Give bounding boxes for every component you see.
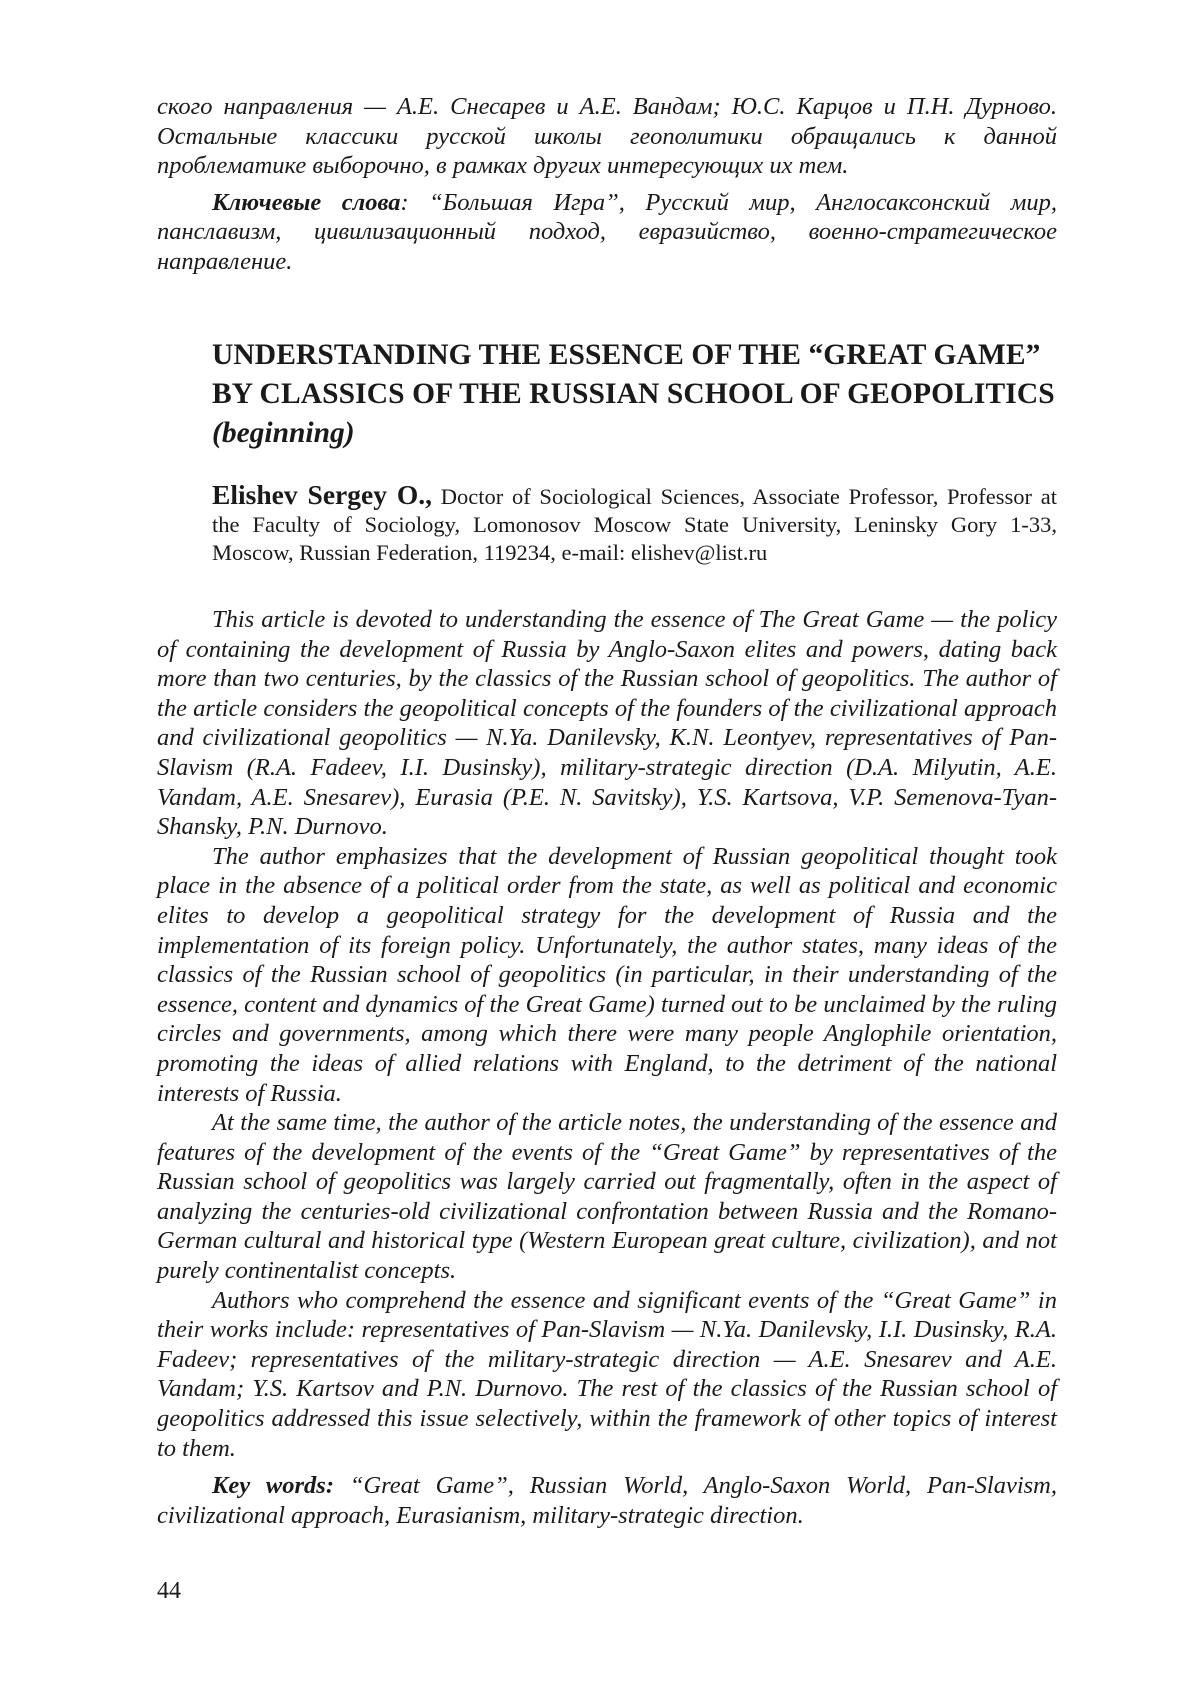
en-abstract-paragraph-2: The author emphasizes that the development of Russian geopolitical thought took place in the absence of a political order from the state, as well as political and economic elites to develop a geopolitical strategy for the development of Russia and the implementation of its foreign policy. Unfortunately, the author states, many ideas of the classics of the Russian school of geopolitics (in particular, in their understanding of the essence, content and dynamics of the Great Game) turned out to be unclaimed by the ruling circles and governments, among which there were many people Anglophile orientation, promoting the ideas of allied relations with England, to the detriment of the national interests of Russia. bbox=[157, 842, 1057, 1108]
ru-abstract-text: ского направления — А.Е. Снесарев и А.Е. Вандам; Ю.С. Карцов и П.Н. Дурново. Остальные классики русской школы геополитики обращались к данной проблематике выборочно, в рамках других интересующих их тем. bbox=[157, 93, 1057, 179]
en-abstract-paragraph-1: This article is devoted to understanding the essence of The Great Game — the policy of containing the development of Russia by Anglo-Saxon elites and powers, dating back more than two centuries, by the classics of the Russian school of geopolitics. The author of the article considers the geopolitical concepts of the founders of the civilizational approach and civilizational geopolitics — N.Ya. Danilevsky, K.N. Leontyev, representatives of Pan-Slavism (R.A. Fadeev, I.I. Dusinsky), military-strategic direction (D.A. Milyutin, A.E. Vandam, A.E. Snesarev), Eurasia (P.E. N. Savitsky), Y.S. Kartsova, V.P. Semenova-Tyan-Shansky, P.N. Durnovo. bbox=[157, 605, 1057, 842]
author-name: Elishev Sergey O., bbox=[212, 479, 432, 510]
title-line-2: BY CLASSICS OF THE RUSSIAN SCHOOL OF GEOPOLITICS bbox=[212, 375, 1057, 414]
page-number: 44 bbox=[157, 1578, 181, 1605]
ru-keywords-text: : “Большая Игра”, Русский мир, Англосаксонский мир, панславизм, цивилизационный подход, евразийство, военно-стратегическое направление. bbox=[157, 189, 1057, 275]
en-abstract-paragraph-3: At the same time, the author of the article notes, the understanding of the essence and features of the development of the events of the “Great Game” by representatives of the Russian school of geopolitics was largely carried out fragmentally, often in the aspect of analyzing the centuries-old civilizational confrontation between Russia and the Romano-German cultural and historical type (Western European great culture, civilization), and not purely continentalist concepts. bbox=[157, 1108, 1057, 1286]
page-content bbox=[157, 92, 1057, 1530]
en-abstract bbox=[157, 605, 1057, 1463]
title-line-1: UNDERSTANDING THE ESSENCE OF THE “GREAT GAME” bbox=[212, 336, 1057, 375]
author-info bbox=[212, 481, 1057, 567]
ru-keywords-label: Ключевые слова bbox=[212, 189, 401, 216]
en-keywords-label: Key words: bbox=[212, 1472, 334, 1499]
en-abstract-paragraph-4: Authors who comprehend the essence and significant events of the “Great Game” in their works include: representatives of Pan-Slavism — N.Ya. Danilevsky, I.I. Dusinsky, R.A. Fadeev; representatives of the military-strategic direction — A.E. Snesarev and A.E. Vandam; Y.S. Kartsov and P.N. Durnovo. The rest of the classics of the Russian school of geopolitics addressed this issue selectively, within the framework of other topics of interest to them. bbox=[157, 1286, 1057, 1464]
author-details: Doctor of Sociological Sciences, Associate Professor, Professor at the Faculty of Sociology, Lomonosov Moscow State University, Leninsky Gory 1-33, Moscow, Russian Federation, 119234, e-mail: elishev@list.ru bbox=[212, 484, 1057, 565]
ru-abstract-end bbox=[157, 92, 1057, 181]
title-subtitle: (beginning) bbox=[212, 414, 1057, 453]
en-keywords bbox=[157, 1471, 1057, 1530]
en-keywords-text: “Great Game”, Russian World, Anglo-Saxon World, Pan-Slavism, civilizational approach, Eurasianism, military-strategic direction. bbox=[157, 1472, 1057, 1529]
ru-keywords bbox=[157, 188, 1057, 277]
article-title bbox=[212, 336, 1057, 453]
